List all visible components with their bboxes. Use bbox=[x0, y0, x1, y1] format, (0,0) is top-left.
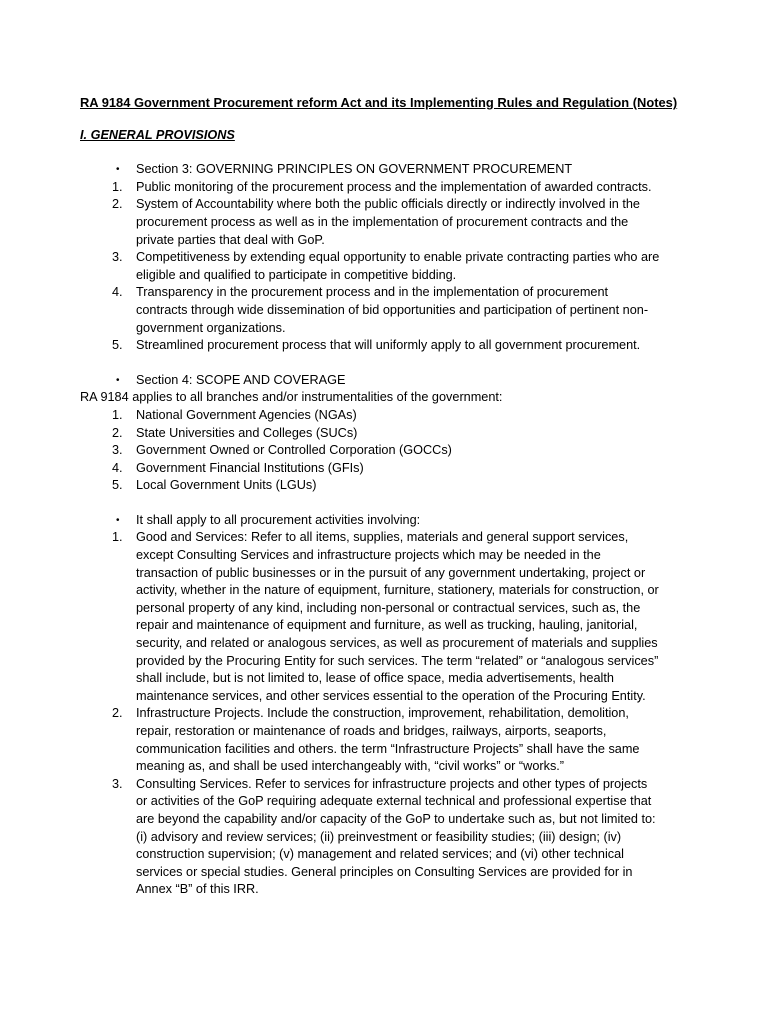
list-item bbox=[80, 179, 660, 197]
list-item-text: Government Owned or Controlled Corporation (GOCCs) bbox=[136, 443, 452, 458]
list-item bbox=[80, 442, 660, 460]
list-item-text: State Universities and Colleges (SUCs) bbox=[136, 425, 358, 440]
list-item-text: Infrastructure Projects. Include the construction, improvement, rehabilitation, demolition, repair, restoration or maintenance of roads and bridges, railways, airports, seaports, communication facilities and others. the term “Infrastructure Projects” shall have the same meaning as, and shall be used interchangeably with, “civil works” or “works.” bbox=[136, 706, 640, 774]
list-item-text: Public monitoring of the procurement process and the implementation of awarded contracts. bbox=[136, 179, 652, 194]
list-item-text: Transparency in the procurement process and in the implementation of procurement contracts through wide dissemination of bid opportunities and participation of pertinent non-government organizations. bbox=[136, 285, 649, 335]
section-4-heading-text: Section 4: SCOPE AND COVERAGE bbox=[136, 372, 346, 387]
section-3-heading-text: Section 3: GOVERNING PRINCIPLES ON GOVERNMENT PROCUREMENT bbox=[136, 162, 573, 177]
list-item-number: 3. bbox=[112, 250, 123, 265]
section-4-intro: RA 9184 applies to all branches and/or instrumentalities of the government: bbox=[80, 390, 503, 405]
list-item bbox=[80, 337, 660, 355]
list-item-number: 4. bbox=[112, 285, 123, 300]
list-item-number: 1. bbox=[112, 407, 123, 422]
section-3-heading bbox=[80, 161, 660, 179]
list-item bbox=[80, 249, 660, 284]
list-item bbox=[80, 425, 660, 443]
bullet-icon: • bbox=[116, 514, 120, 526]
list-item-text: National Government Agencies (NGAs) bbox=[136, 407, 357, 422]
list-item-text: Local Government Units (LGUs) bbox=[136, 478, 317, 493]
bullet-icon: • bbox=[116, 374, 120, 386]
section-3-list bbox=[80, 179, 660, 355]
list-item-text: Competitiveness by extending equal opportunity to enable private contracting parties who are eligible and qualified to participate in competitive bidding. bbox=[136, 250, 660, 282]
list-item bbox=[80, 477, 660, 495]
list-item-number: 2. bbox=[112, 425, 123, 440]
list-item-text: Good and Services: Refer to all items, supplies, materials and general support services, except Consulting Services and infrastructure projects which may be needed in the transaction of public businesses or in the pursuit of any government undertaking, project or activity, whether in the nature of equipment, furniture, stationery, materials for construction, or personal property of any kind, including non-personal or contractual services, such as, the repair and maintenance of equipment and furniture, as well as trucking, hauling, janitorial, security, and related or analogous services, as well as procurement of materials and supplies provided by the Procuring Entity for such services. The term “related” or “analogous services” shall include, but is not limited to, lease of office space, media advertisements, health maintenance services, and other services essential to the operation of the Procuring Entity. bbox=[136, 530, 659, 703]
list-item-number: 2. bbox=[112, 197, 123, 212]
document-title: RA 9184 Government Procurement reform Act and its Implementing Rules and Regulation (Notes) bbox=[80, 95, 678, 110]
list-item-text: Consulting Services. Refer to services for infrastructure projects and other types of projects or activities of the GoP requiring adequate external technical and professional expertise that are beyond the capability and/or capacity of the GoP to undertake such as, but not limited to: (i) advisory and review services; (ii) preinvestment or feasibility studies; (iii) design; (iv) construction supervision; (v) management and related services; and (vi) other technical services or special studies. General principles on Consulting Services are provided for in Annex “B” of this IRR. bbox=[136, 776, 656, 897]
list-item-number: 3. bbox=[112, 443, 123, 458]
activities-section bbox=[80, 512, 660, 899]
activities-list bbox=[80, 529, 660, 898]
list-item bbox=[80, 196, 660, 249]
list-item-number: 2. bbox=[112, 706, 123, 721]
list-item bbox=[80, 529, 660, 705]
activities-heading-text: It shall apply to all procurement activities involving: bbox=[136, 512, 421, 527]
list-item-number: 1. bbox=[112, 530, 123, 545]
section-3 bbox=[80, 161, 660, 355]
list-item bbox=[80, 776, 660, 899]
section-4 bbox=[80, 372, 660, 495]
list-item-number: 4. bbox=[112, 460, 123, 475]
section-heading: I. GENERAL PROVISIONS bbox=[80, 127, 235, 142]
bullet-icon: • bbox=[116, 164, 120, 176]
list-item bbox=[80, 284, 660, 337]
list-item bbox=[80, 705, 660, 775]
list-item-number: 5. bbox=[112, 478, 123, 493]
list-item-text: Streamlined procurement process that will uniformly apply to all government procurement. bbox=[136, 338, 641, 353]
section-4-list bbox=[80, 407, 660, 495]
list-item bbox=[80, 407, 660, 425]
list-item-number: 3. bbox=[112, 776, 123, 791]
list-item-text: Government Financial Institutions (GFIs) bbox=[136, 460, 364, 475]
list-item-text: System of Accountability where both the public officials directly or indirectly involved in the procurement process as well as in the implementation of procurement contracts and the private parties that deal with GoP. bbox=[136, 197, 640, 247]
list-item-number: 1. bbox=[112, 179, 123, 194]
list-item bbox=[80, 460, 660, 478]
list-item-number: 5. bbox=[112, 338, 123, 353]
activities-heading bbox=[80, 512, 660, 530]
section-4-heading bbox=[80, 372, 660, 390]
